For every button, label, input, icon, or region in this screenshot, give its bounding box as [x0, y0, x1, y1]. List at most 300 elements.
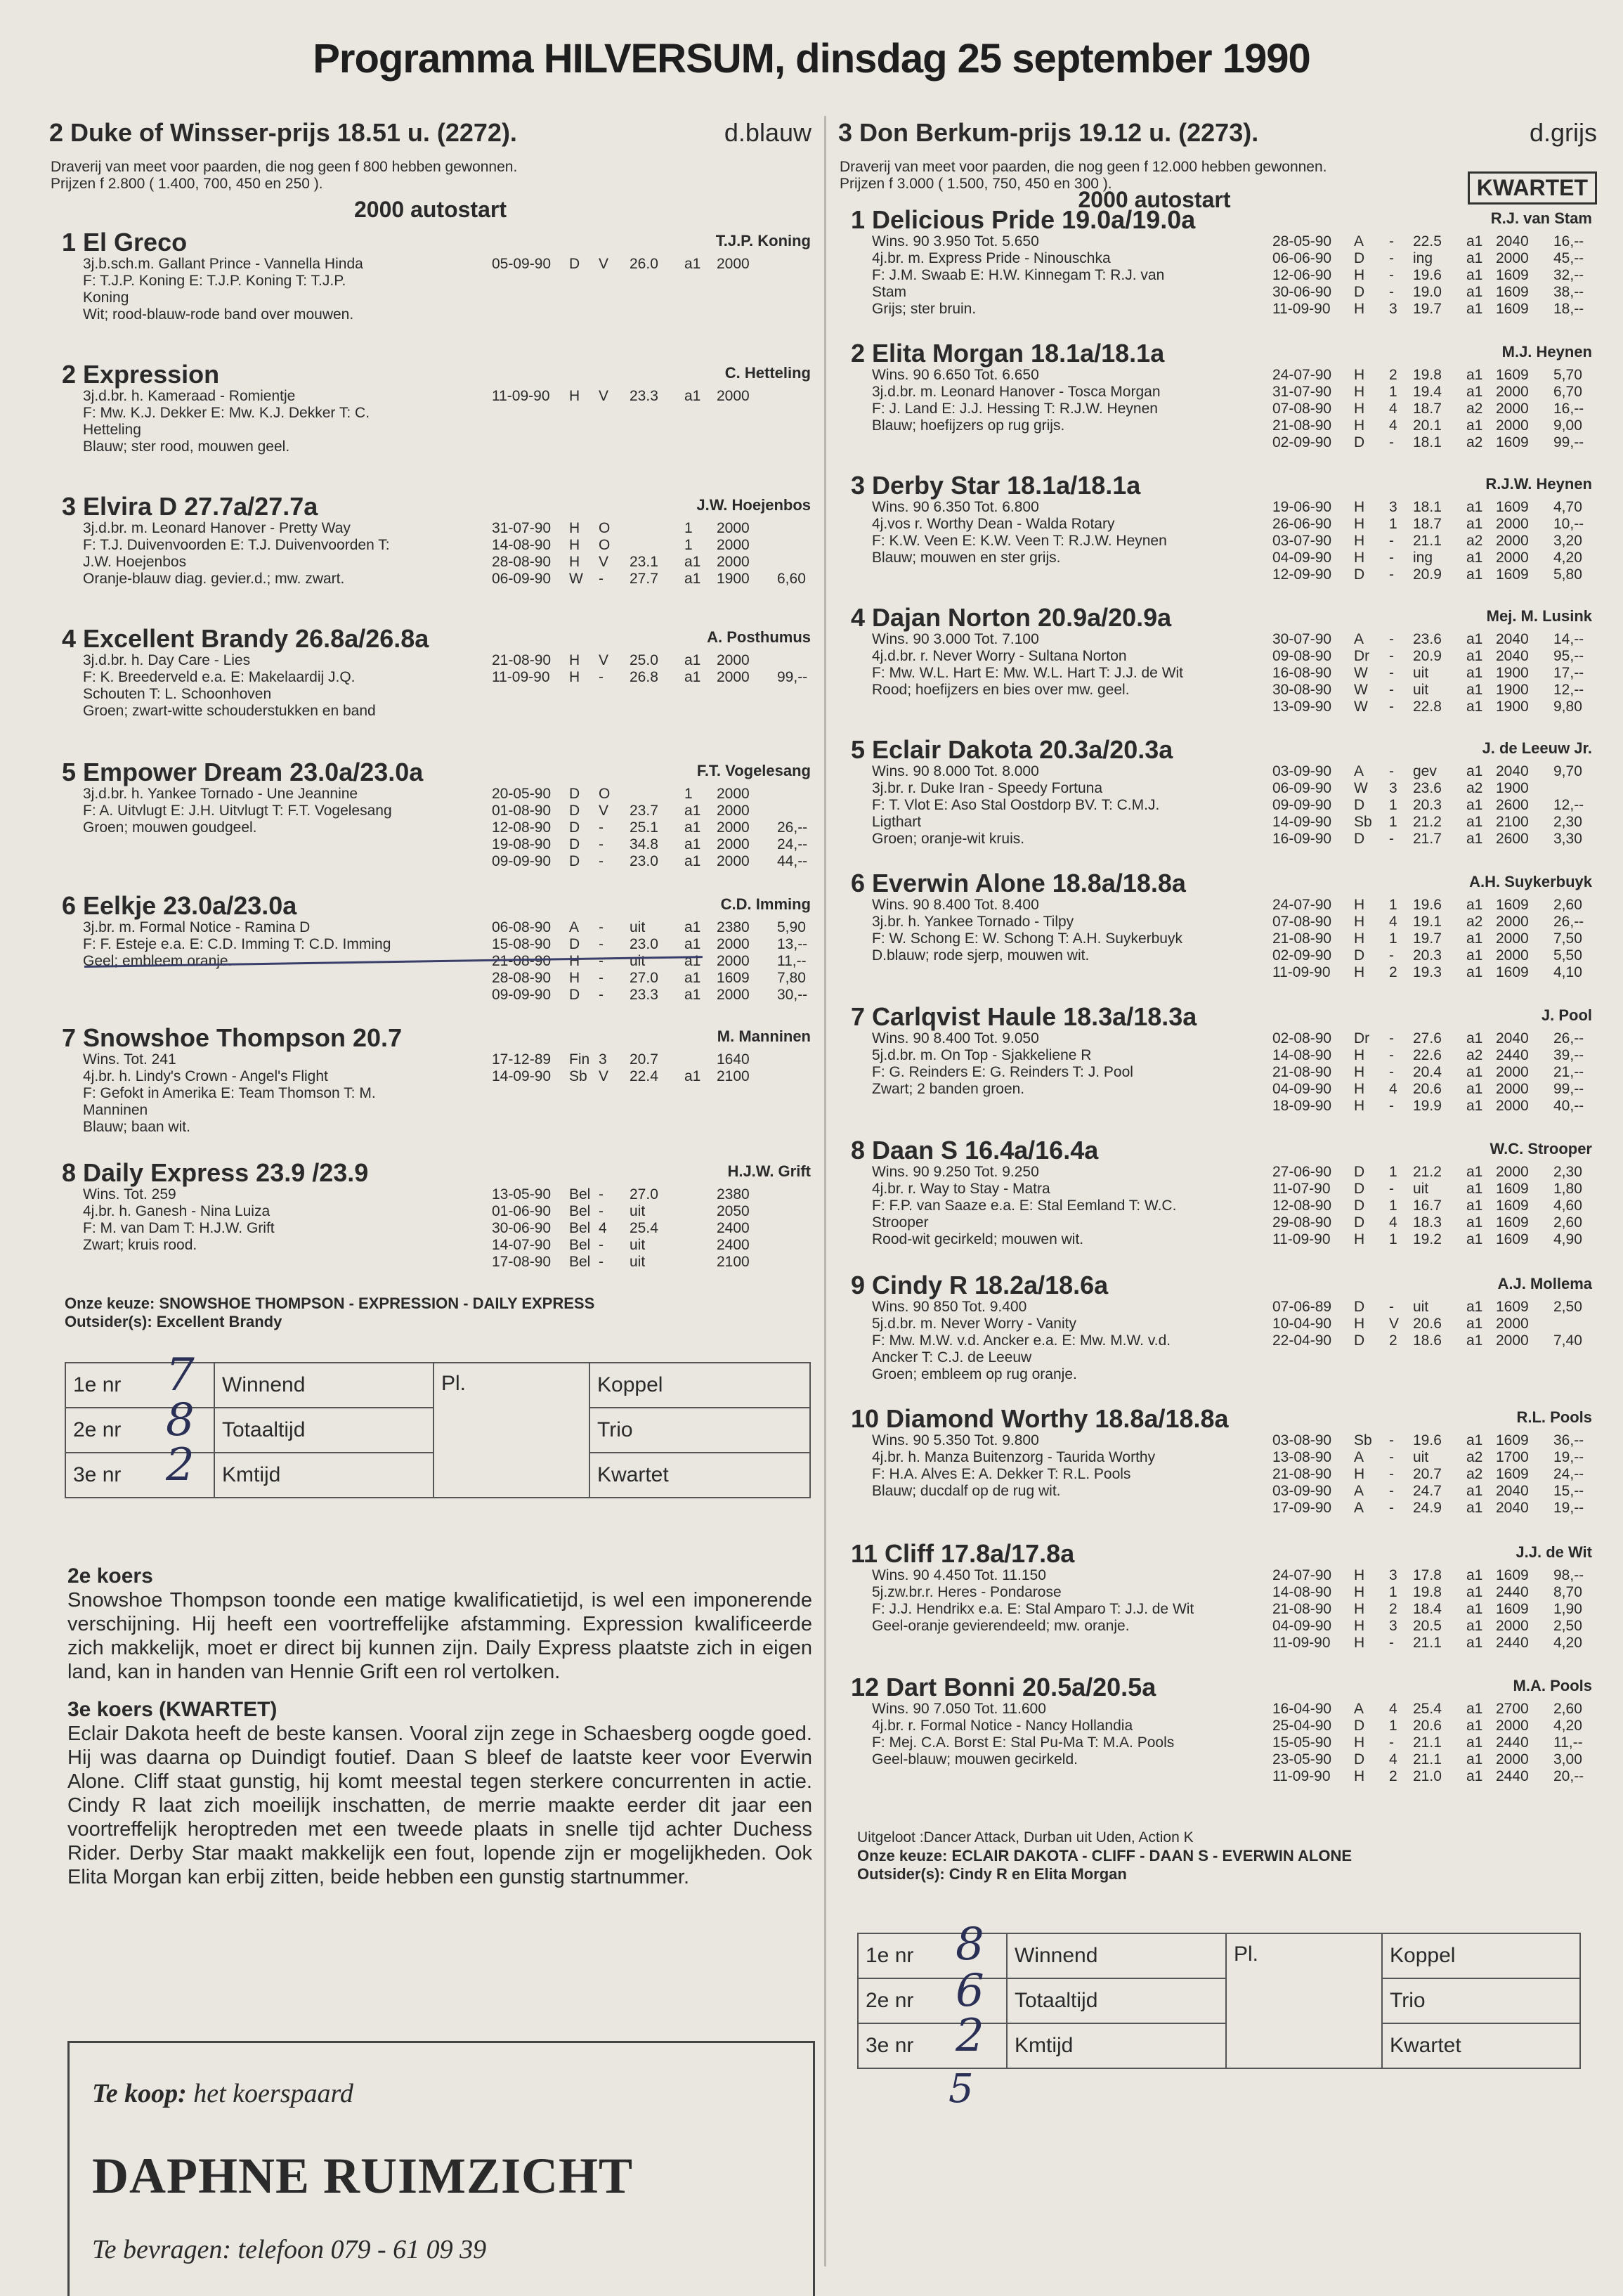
- race-2-description: [51, 159, 812, 193]
- result-cell: 30-06-90: [492, 1220, 552, 1236]
- horse-info-line: Groen; oranje-wit kruis.: [872, 831, 1025, 847]
- result-cell: 1609: [1496, 1299, 1529, 1315]
- horse-results: [851, 1030, 1610, 1115]
- result-cell: Dr: [1354, 648, 1370, 664]
- result-cell: 10,--: [1553, 516, 1584, 532]
- result-row: [851, 1214, 1610, 1231]
- race-3-outsider: Outsider(s): Cindy R en Elita Morgan: [857, 1865, 1127, 1883]
- result-cell: ing: [1413, 250, 1433, 266]
- result-cell: 17-09-90: [1272, 1500, 1332, 1516]
- result-cell: 1609: [1496, 964, 1529, 980]
- result-cell: uit: [1413, 1299, 1429, 1315]
- result-cell: 1: [1389, 1718, 1397, 1734]
- race-3-picks: [857, 1829, 1352, 1883]
- result-cell: 2000: [717, 256, 750, 272]
- result-cell: 1,80: [1553, 1181, 1582, 1197]
- horse-info-line: Wins. 90 850 Tot. 9.400: [872, 1299, 1027, 1315]
- row-label: 2e nr: [65, 1408, 214, 1453]
- horse-info-line: Rood-wit gecirkeld; mouwen wit.: [872, 1231, 1084, 1247]
- result-cell: 02-09-90: [1272, 434, 1332, 450]
- horse-info-line: Geel-blauw; mouwen gecirkeld.: [872, 1751, 1078, 1768]
- result-cell: 1: [1389, 797, 1397, 813]
- result-cell: 16-09-90: [1272, 831, 1332, 847]
- label-kwartet: Kwartet: [589, 1453, 810, 1498]
- result-cell: 20.4: [1413, 1064, 1442, 1080]
- result-cell: 2000: [1496, 1618, 1529, 1634]
- horse-trainer: H.J.W. Grift: [727, 1162, 811, 1180]
- result-cell: 21.7: [1413, 831, 1442, 847]
- result-cell: 4: [1389, 1701, 1397, 1717]
- result-cell: 3: [1389, 499, 1397, 515]
- result-cell: 12-08-90: [492, 819, 552, 836]
- race-2-color: d.blauw: [724, 118, 812, 147]
- result-cell: 3,00: [1553, 1751, 1582, 1768]
- horse-results: [851, 897, 1610, 981]
- horse-trainer: J. Pool: [1541, 1006, 1592, 1024]
- result-row: [851, 1734, 1610, 1751]
- result-cell: D: [1354, 1214, 1365, 1231]
- result-cell: a1: [1466, 1584, 1483, 1600]
- row-label: 3e nr: [65, 1453, 214, 1498]
- result-cell: uit: [630, 953, 646, 969]
- result-row: [851, 797, 1610, 814]
- result-cell: D: [1354, 284, 1365, 300]
- horse-info-line: Ancker T: C.J. de Leeuw: [872, 1349, 1032, 1366]
- result-cell: 17-12-89: [492, 1051, 552, 1068]
- result-cell: 6,70: [1553, 384, 1582, 400]
- result-cell: a1: [1466, 384, 1483, 400]
- horse-trainer: R.L. Pools: [1516, 1408, 1592, 1426]
- result-cell: a1: [1466, 648, 1483, 664]
- result-row: [62, 256, 824, 273]
- result-cell: -: [1389, 763, 1394, 779]
- race-3-column: [838, 118, 1597, 1784]
- horse-info-line: 3j.d.br. m. Leonard Hanover - Pretty Way: [83, 520, 351, 536]
- horse-info-line: F: Mw. K.J. Dekker E: Mw. K.J. Dekker T: C.: [83, 405, 370, 421]
- result-cell: 30-08-90: [1272, 682, 1332, 698]
- result-cell: 1,90: [1553, 1601, 1582, 1617]
- result-cell: a1: [1466, 1768, 1483, 1784]
- result-cell: -: [1389, 434, 1394, 450]
- result-cell: 30-06-90: [1272, 284, 1332, 300]
- result-cell: 13-08-90: [1272, 1449, 1332, 1465]
- result-cell: O: [599, 537, 611, 553]
- result-row: [851, 566, 1610, 583]
- result-cell: 2000: [717, 936, 750, 952]
- horse-info-line: F: Mw. M.W. v.d. Ancker e.a. E: Mw. M.W. v.d.: [872, 1332, 1171, 1349]
- result-cell: V: [599, 1068, 609, 1084]
- horse-info-line: Wins. 90 8.000 Tot. 8.000: [872, 763, 1039, 779]
- result-cell: 2000: [1496, 550, 1529, 566]
- result-cell: A: [1354, 1701, 1364, 1717]
- horse-results: [851, 233, 1610, 318]
- result-cell: -: [599, 919, 604, 935]
- result-cell: 20.3: [1413, 797, 1442, 813]
- horse-info-line: F: J.J. Hendrikx e.a. E: Stal Amparo T: J.J. de Wit: [872, 1601, 1194, 1617]
- kwartet-badge: KWARTET: [1468, 171, 1597, 205]
- result-cell: 27.7: [630, 571, 658, 587]
- result-cell: -: [1389, 250, 1394, 266]
- result-cell: 11-09-90: [1272, 1635, 1331, 1651]
- result-cell: a1: [1466, 1164, 1483, 1180]
- result-cell: 28-05-90: [1272, 233, 1332, 249]
- result-cell: 2,50: [1553, 1618, 1582, 1634]
- commentary-heading-3: 3e koers (KWARTET): [67, 1698, 278, 1721]
- result-cell: 19-08-90: [492, 836, 552, 852]
- horse-trainer: F.T. Vogelesang: [696, 762, 811, 779]
- result-cell: 39,--: [1553, 1047, 1584, 1063]
- result-cell: a1: [1466, 897, 1483, 913]
- result-cell: H: [569, 388, 580, 404]
- result-cell: 15-05-90: [1272, 1734, 1332, 1751]
- result-cell: 2: [1389, 367, 1397, 383]
- result-cell: 7,40: [1553, 1332, 1582, 1349]
- result-cell: 19.9: [1413, 1098, 1442, 1114]
- result-row: [62, 520, 824, 537]
- result-cell: 19.8: [1413, 367, 1442, 383]
- horse-info-line: Wins. 90 6.350 Tot. 6.800: [872, 499, 1039, 515]
- result-cell: 2440: [1496, 1635, 1529, 1651]
- horse-info-line: F: J.M. Swaab E: H.W. Kinnegam T: R.J. van: [872, 267, 1165, 283]
- result-cell: 5,80: [1553, 566, 1582, 583]
- result-cell: uit: [1413, 1449, 1429, 1465]
- result-cell: 18.3: [1413, 1214, 1442, 1231]
- horse-info-line: 3j.d.br. m. Leonard Hanover - Tosca Morgan: [872, 384, 1161, 400]
- result-cell: 2440: [1496, 1768, 1529, 1784]
- horse-results: [851, 499, 1610, 583]
- result-cell: 2000: [1496, 533, 1529, 549]
- label-winnend: Winnend: [1007, 1933, 1226, 1978]
- horse-results: [62, 786, 824, 870]
- label-totaaltijd: Totaaltijd: [1007, 1978, 1226, 2023]
- horse-info-line: 3j.br. r. Duke Iran - Speedy Fortuna: [872, 780, 1103, 796]
- result-cell: 2000: [1496, 1718, 1529, 1734]
- horse-info-line: F: T. Vlot E: Aso Stal Oostdorp BV. T: C.M.J.: [872, 797, 1160, 813]
- horse-info-line: Wit; rood-blauw-rode band over mouwen.: [83, 306, 354, 323]
- horse-results: [851, 367, 1610, 451]
- result-cell: 1: [684, 520, 693, 536]
- horse-info-line: Stam: [872, 284, 907, 300]
- race-2-horse-list: [49, 228, 812, 1270]
- horse-trainer: J.J. de Wit: [1516, 1543, 1592, 1561]
- result-cell: W: [1354, 699, 1368, 715]
- result-cell: H: [1354, 384, 1365, 400]
- result-cell: a1: [1466, 516, 1483, 532]
- result-cell: -: [1389, 1483, 1394, 1499]
- result-cell: 95,--: [1553, 648, 1584, 664]
- result-cell: -: [599, 953, 604, 969]
- result-row: [851, 631, 1610, 648]
- horse-info-line: Blauw; ducdalf op de rug wit.: [872, 1483, 1061, 1499]
- result-cell: 11-09-90: [492, 669, 550, 685]
- result-cell: 2000: [717, 987, 750, 1003]
- result-cell: uit: [630, 919, 646, 935]
- result-cell: 1609: [1496, 897, 1529, 913]
- horse-name: 8 Daan S 16.4a/16.4a: [851, 1136, 1099, 1165]
- result-row: [851, 516, 1610, 533]
- result-cell: -: [1389, 699, 1394, 715]
- result-cell: a1: [1466, 1432, 1483, 1448]
- result-cell: Bel: [569, 1254, 591, 1270]
- result-cell: 21-08-90: [1272, 1466, 1332, 1482]
- result-row: [851, 284, 1610, 301]
- result-cell: a1: [1466, 417, 1483, 434]
- result-row: [851, 1751, 1610, 1768]
- result-cell: 4,70: [1553, 499, 1582, 515]
- horse-name: 10 Diamond Worthy 18.8a/18.8a: [851, 1404, 1229, 1433]
- result-row: [851, 434, 1610, 451]
- result-cell: 1609: [1496, 367, 1529, 383]
- result-cell: a1: [684, 803, 701, 819]
- result-row: [62, 554, 824, 571]
- result-cell: 1609: [1496, 1466, 1529, 1482]
- result-cell: 2,50: [1553, 1299, 1582, 1315]
- result-row: [851, 930, 1610, 947]
- row-label: 1e nr: [65, 1363, 214, 1408]
- result-cell: 23.6: [1413, 780, 1442, 796]
- result-cell: a1: [1466, 1214, 1483, 1231]
- result-cell: 1: [1389, 897, 1397, 913]
- horse-results: [62, 1186, 824, 1271]
- horse-trainer: C. Hetteling: [724, 364, 811, 382]
- result-cell: 20-05-90: [492, 786, 552, 802]
- result-cell: 26,--: [777, 819, 808, 836]
- result-row: [851, 831, 1610, 848]
- result-cell: 2000: [717, 953, 750, 969]
- result-cell: a1: [1466, 930, 1483, 947]
- horse-info-line: F: Gefokt in Amerika E: Team Thomson T: M.: [83, 1085, 376, 1101]
- result-cell: W: [1354, 665, 1368, 681]
- commentary: [67, 1564, 812, 1903]
- horse-results: [851, 1432, 1610, 1517]
- result-cell: A: [1354, 1500, 1364, 1516]
- horse-trainer: M.J. Heynen: [1501, 343, 1592, 361]
- horse-name: 3 Derby Star 18.1a/18.1a: [851, 471, 1141, 500]
- result-cell: 09-08-90: [1272, 648, 1332, 664]
- result-cell: 19,--: [1553, 1449, 1584, 1465]
- result-cell: 2000: [1496, 1316, 1529, 1332]
- horse-info-line: Geel; embleem oranje.: [83, 953, 233, 969]
- result-cell: D: [569, 803, 580, 819]
- result-row: [851, 814, 1610, 831]
- result-cell: -: [599, 970, 604, 986]
- result-cell: V: [599, 652, 609, 668]
- result-cell: 19.3: [1413, 964, 1442, 980]
- result-cell: H: [1354, 401, 1365, 417]
- result-cell: 19.6: [1413, 897, 1442, 913]
- result-cell: 2: [1389, 1601, 1397, 1617]
- result-cell: 1609: [1496, 1432, 1529, 1448]
- result-cell: 5,70: [1553, 367, 1582, 383]
- result-cell: 17,--: [1553, 665, 1584, 681]
- result-row: [851, 1299, 1610, 1316]
- result-cell: A: [569, 919, 580, 935]
- result-cell: Dr: [1354, 1030, 1370, 1046]
- result-cell: A: [1354, 233, 1364, 249]
- result-cell: -: [1389, 947, 1394, 964]
- result-cell: 15-08-90: [492, 936, 552, 952]
- result-cell: -: [1389, 267, 1394, 283]
- result-row: [851, 1483, 1610, 1500]
- result-cell: a1: [1466, 631, 1483, 647]
- result-cell: D: [1354, 1718, 1365, 1734]
- result-cell: 18.1: [1413, 434, 1442, 450]
- result-cell: 01-06-90: [492, 1203, 552, 1219]
- result-cell: a1: [1466, 301, 1483, 317]
- result-cell: a1: [1466, 947, 1483, 964]
- result-cell: -: [1389, 1098, 1394, 1114]
- result-cell: V: [599, 256, 609, 272]
- result-cell: uit: [1413, 665, 1429, 681]
- result-cell: 34.8: [630, 836, 658, 852]
- result-cell: 20.6: [1413, 1081, 1442, 1097]
- result-cell: 1640: [717, 1051, 750, 1068]
- horse-info-line: Blauw; mouwen en ster grijs.: [872, 550, 1061, 566]
- result-cell: a1: [1466, 1098, 1483, 1114]
- horse-info-line: Wins. 90 7.050 Tot. 11.600: [872, 1701, 1046, 1717]
- horse-trainer: R.J.W. Heynen: [1485, 475, 1592, 493]
- result-row: [851, 897, 1610, 914]
- result-cell: a1: [684, 571, 701, 587]
- result-row: [62, 819, 824, 836]
- result-cell: 2,30: [1553, 1164, 1582, 1180]
- result-cell: 2000: [717, 669, 750, 685]
- result-row: [851, 533, 1610, 550]
- result-cell: 4: [1389, 401, 1397, 417]
- result-row: [62, 786, 824, 803]
- horse-info-line: Wins. 90 8.400 Tot. 8.400: [872, 897, 1039, 913]
- result-cell: -: [1389, 1449, 1394, 1465]
- race-2-keuze: Onze keuze: SNOWSHOE THOMPSON - EXPRESSION - DAILY EXPRESS: [65, 1295, 595, 1312]
- result-cell: 21-08-90: [1272, 417, 1332, 434]
- result-cell: 03-08-90: [1272, 1432, 1332, 1448]
- result-cell: 27-06-90: [1272, 1164, 1332, 1180]
- result-cell: 2400: [717, 1220, 750, 1236]
- result-cell: -: [599, 936, 604, 952]
- result-cell: a1: [684, 987, 701, 1003]
- race-3-keuze: Onze keuze: ECLAIR DAKOTA - CLIFF - DAAN S - EVERWIN ALONE: [857, 1847, 1352, 1864]
- result-row: [851, 682, 1610, 699]
- result-row: [851, 1181, 1610, 1198]
- horse-name: 2 Expression: [62, 360, 220, 389]
- result-cell: 26-06-90: [1272, 516, 1332, 532]
- result-cell: 2040: [1496, 1030, 1529, 1046]
- result-row: [851, 1718, 1610, 1734]
- result-cell: H: [1354, 1635, 1365, 1651]
- horse-info-line: Wins. 90 6.650 Tot. 6.650: [872, 367, 1039, 383]
- label-winnend: Winnend: [214, 1363, 434, 1408]
- result-cell: 16.7: [1413, 1198, 1442, 1214]
- result-cell: a1: [684, 936, 701, 952]
- result-cell: 23.3: [630, 388, 658, 404]
- horse-results: [62, 652, 824, 686]
- result-cell: H: [569, 652, 580, 668]
- result-cell: 1609: [717, 970, 750, 986]
- result-cell: W: [569, 571, 583, 587]
- result-cell: 3: [1389, 780, 1397, 796]
- result-cell: 2,60: [1553, 897, 1582, 913]
- result-cell: 2000: [717, 786, 750, 802]
- result-cell: D: [569, 819, 580, 836]
- horse-info-line: 4j.vos r. Worthy Dean - Walda Rotary: [872, 516, 1115, 532]
- horse-results: [851, 1299, 1610, 1349]
- result-cell: 99,--: [777, 669, 808, 685]
- horse-info-line: Manninen: [83, 1102, 148, 1118]
- result-cell: a2: [1466, 780, 1483, 796]
- handwritten-digit: 8: [166, 1394, 195, 1446]
- result-cell: a1: [1466, 1701, 1483, 1717]
- horse-name: 1 Delicious Pride 19.0a/19.0a: [851, 205, 1196, 234]
- result-cell: 1: [684, 786, 693, 802]
- result-cell: 1609: [1496, 267, 1529, 283]
- result-cell: a1: [1466, 1081, 1483, 1097]
- result-cell: -: [1389, 1734, 1394, 1751]
- result-row: [62, 537, 824, 554]
- result-row: [851, 1567, 1610, 1584]
- result-row: [851, 699, 1610, 715]
- race-2-title: 2 Duke of Winsser-prijs 18.51 u. (2272).: [49, 118, 517, 147]
- result-row: [851, 417, 1610, 434]
- result-row: [62, 571, 824, 588]
- result-cell: D: [1354, 250, 1365, 266]
- result-cell: -: [1389, 533, 1394, 549]
- handwritten-digit: 7: [166, 1349, 195, 1401]
- result-cell: 2440: [1496, 1734, 1529, 1751]
- horse-info-line: 4j.br. h. Manza Buitenzorg - Taurida Worthy: [872, 1449, 1156, 1465]
- result-cell: 04-09-90: [1272, 1618, 1332, 1634]
- result-cell: 22.4: [630, 1068, 658, 1084]
- result-cell: 14-09-90: [492, 1068, 552, 1084]
- result-cell: 24-07-90: [1272, 1567, 1332, 1583]
- result-cell: 2000: [717, 803, 750, 819]
- result-cell: 2000: [1496, 1098, 1529, 1114]
- result-cell: D: [569, 853, 580, 869]
- result-row: [851, 233, 1610, 250]
- result-cell: a2: [1466, 1449, 1483, 1465]
- horse-info-line: Koning: [83, 290, 129, 306]
- result-cell: H: [1354, 1098, 1365, 1114]
- horse-info-line: Schouten T: L. Schoonhoven: [83, 686, 272, 702]
- result-cell: 24-07-90: [1272, 367, 1332, 383]
- result-cell: a2: [1466, 914, 1483, 930]
- result-cell: -: [1389, 1030, 1394, 1046]
- result-row: [851, 384, 1610, 401]
- result-cell: 16,--: [1553, 401, 1584, 417]
- result-cell: 21.1: [1413, 1734, 1442, 1751]
- result-cell: 21.1: [1413, 533, 1442, 549]
- result-cell: V: [599, 554, 609, 570]
- result-cell: a2: [1466, 401, 1483, 417]
- result-cell: 1900: [1496, 699, 1529, 715]
- result-cell: 2040: [1496, 648, 1529, 664]
- result-cell: 14-08-90: [1272, 1047, 1332, 1063]
- result-cell: 12,--: [1553, 797, 1584, 813]
- result-row: [62, 853, 824, 870]
- result-cell: 1900: [1496, 665, 1529, 681]
- result-cell: H: [1354, 550, 1365, 566]
- result-cell: 14-09-90: [1272, 814, 1332, 830]
- result-cell: -: [1389, 1047, 1394, 1063]
- horse-info-line: F: T.J.P. Koning E: T.J.P. Koning T: T.J.P.: [83, 273, 346, 289]
- horse-info-line: Grijs; ster bruin.: [872, 301, 977, 317]
- handwritten-digit: 6: [956, 1965, 984, 2017]
- result-cell: H: [1354, 1316, 1365, 1332]
- horse-trainer: J.W. Hoejenbos: [696, 496, 811, 514]
- result-cell: 11-09-90: [1272, 964, 1331, 980]
- result-cell: 20.6: [1413, 1316, 1442, 1332]
- result-cell: 30-07-90: [1272, 631, 1332, 647]
- result-cell: 16-04-90: [1272, 1701, 1332, 1717]
